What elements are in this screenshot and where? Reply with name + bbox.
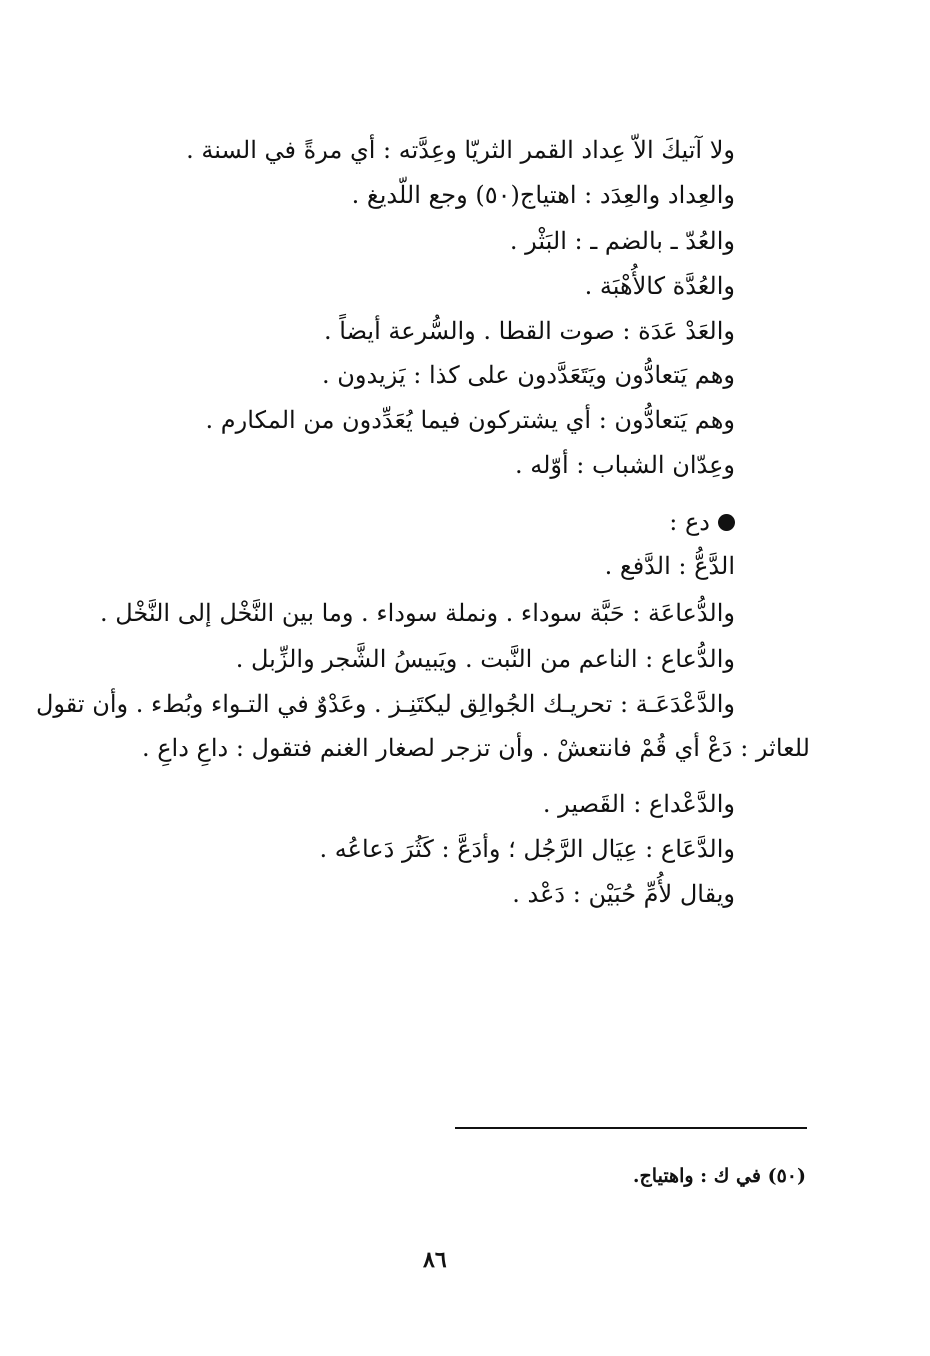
- text-line: والدُّعاع : الناعم من النَّبت . ويَبيسُ الشَّجر والزِّبل .: [235, 645, 735, 673]
- text-line: والعُدَّة كالأُهْبَة .: [584, 272, 735, 300]
- bullet-icon: [718, 514, 735, 531]
- page-number: ٨٦: [423, 1247, 447, 1273]
- section-heading-label: دع :: [669, 508, 710, 536]
- footnote: (٥٠) في ك : واهتياج.: [632, 1165, 806, 1187]
- text-line: والدُّعاعَة : حَبَّة سوداء . ونملة سوداء . وما بين النَّخْل إلى النَّخْل .: [99, 599, 735, 627]
- text-line: والعُدّ ـ بالضم ـ : البَثْر .: [509, 227, 735, 255]
- section-heading: [669, 505, 735, 539]
- text-line: وهم يَتعادُّون : أي يشتركون فيما يُعَدِّدون من المكارم .: [205, 406, 735, 434]
- text-line: والدَّعْدَعَـة : تحريـك الجُوالِق ليكتَنِـز . وعَدْوٌ في التـواء وبُطء . وأن تقول: [35, 690, 735, 718]
- footnote-divider: [455, 1127, 807, 1129]
- text-line: والدَّعْداع : القَصير .: [542, 790, 735, 818]
- text-line: للعاثر : دَعْ أي قُمْ فانتعشْ . وأن تزجر لصغار الغنم فتقول : داعِ داعِ .: [141, 734, 810, 762]
- text-line: والدَّعَاع : عِيَال الرَّجُل ؛ وأدَعَّ : كَثُرَ دَعاعُه .: [319, 835, 735, 863]
- text-line: والعَدْ عَدَة : صوت القطا . والسُّرعة أيضاً .: [324, 317, 735, 345]
- text-line: ولا آتيكَ الاّ عِداد القمر الثريّا وعِدَّته : أي مرةً في السنة .: [186, 136, 735, 164]
- text-line: الدَّعُّ : الدَّفع .: [604, 552, 735, 580]
- text-line: ويقال لأُمِّ حُبَيْن : دَعْد .: [512, 880, 735, 908]
- text-line: وعِدّان الشباب : أوّله .: [514, 451, 735, 479]
- text-line: والعِداد والعِدَد : اهتياج(٥٠) وجع اللّديغ .: [351, 181, 735, 209]
- text-line: وهم يَتعادُّون ويَتَعَدَّدون على كذا : يَزيدون .: [321, 361, 735, 389]
